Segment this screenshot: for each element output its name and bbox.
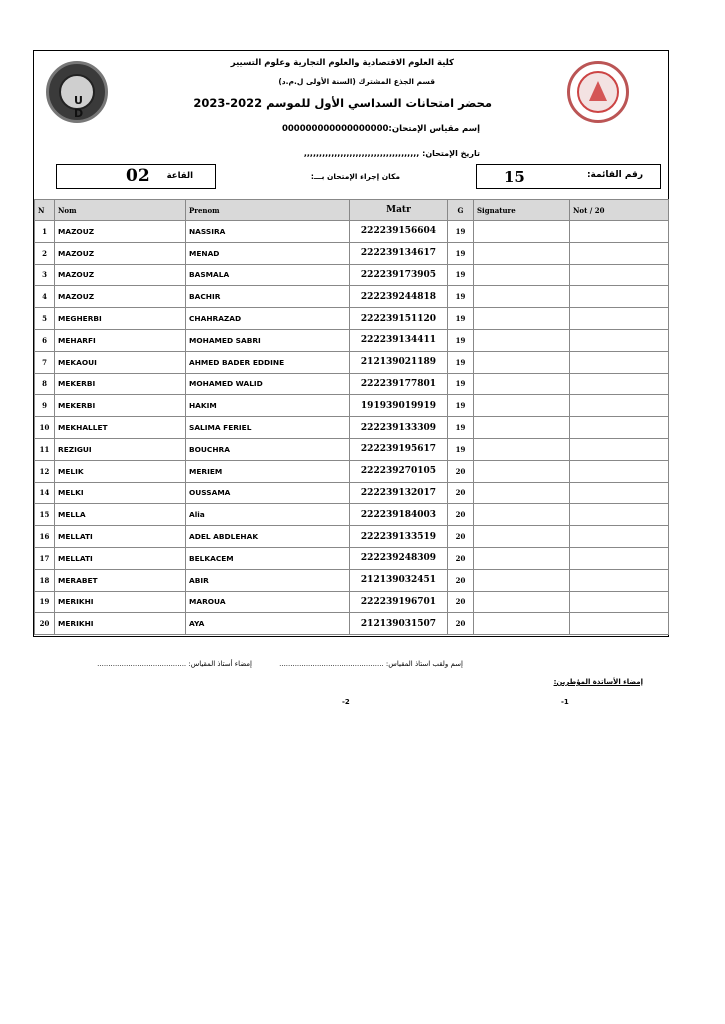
row-note[interactable]: [570, 547, 669, 569]
row-prenom: CHAHRAZAD: [186, 308, 350, 330]
table-row: [35, 242, 669, 264]
table-row: [35, 417, 669, 439]
row-number: 5: [35, 308, 55, 330]
row-group: 20: [448, 613, 474, 635]
row-matricule: 222239132017: [350, 482, 448, 504]
row-signature[interactable]: [474, 351, 570, 373]
supervisor-sig-2: -2: [342, 698, 350, 706]
row-nom: MEKERBI: [55, 395, 186, 417]
table-row: [35, 351, 669, 373]
col-n: N: [35, 200, 55, 221]
row-group: 19: [448, 286, 474, 308]
row-nom: MEKERBI: [55, 373, 186, 395]
row-group: 19: [448, 395, 474, 417]
row-note[interactable]: [570, 526, 669, 548]
row-group: 19: [448, 242, 474, 264]
row-signature[interactable]: [474, 504, 570, 526]
row-number: 3: [35, 264, 55, 286]
row-matricule: 222239173905: [350, 264, 448, 286]
table-row: [35, 221, 669, 243]
row-group: 20: [448, 569, 474, 591]
row-signature[interactable]: [474, 547, 570, 569]
row-nom: MELIK: [55, 460, 186, 482]
row-nom: MAZOUZ: [55, 286, 186, 308]
table-row: [35, 329, 669, 351]
faculty-logo: [567, 61, 629, 123]
row-group: 19: [448, 264, 474, 286]
row-number: 11: [35, 438, 55, 460]
row-prenom: MENAD: [186, 242, 350, 264]
row-signature[interactable]: [474, 373, 570, 395]
row-group: 20: [448, 504, 474, 526]
row-signature[interactable]: [474, 569, 570, 591]
row-prenom: Alia: [186, 504, 350, 526]
row-nom: MELLATI: [55, 547, 186, 569]
row-signature[interactable]: [474, 438, 570, 460]
row-signature[interactable]: [474, 526, 570, 548]
table-row: [35, 373, 669, 395]
row-prenom: BACHIR: [186, 286, 350, 308]
row-note[interactable]: [570, 221, 669, 243]
row-prenom: MAROUA: [186, 591, 350, 613]
row-nom: MELLA: [55, 504, 186, 526]
row-signature[interactable]: [474, 308, 570, 330]
row-number: 15: [35, 504, 55, 526]
col-prenom: Prenom: [186, 200, 350, 221]
row-signature[interactable]: [474, 242, 570, 264]
table-row: [35, 504, 669, 526]
row-prenom: MOHAMED WALID: [186, 373, 350, 395]
table-row: [35, 569, 669, 591]
row-prenom: MOHAMED SABRI: [186, 329, 350, 351]
row-group: 19: [448, 351, 474, 373]
row-prenom: BOUCHRA: [186, 438, 350, 460]
row-nom: MAZOUZ: [55, 264, 186, 286]
row-matricule: 222239184003: [350, 504, 448, 526]
room-label: القاعة: [166, 171, 193, 181]
row-note[interactable]: [570, 395, 669, 417]
row-nom: MELKI: [55, 482, 186, 504]
row-prenom: ADEL ABDLEHAK: [186, 526, 350, 548]
row-signature[interactable]: [474, 591, 570, 613]
row-matricule: 222239195617: [350, 438, 448, 460]
row-number: 1: [35, 221, 55, 243]
row-nom: MAZOUZ: [55, 221, 186, 243]
col-nom: Nom: [55, 200, 186, 221]
row-group: 19: [448, 221, 474, 243]
row-matricule: 222239248309: [350, 547, 448, 569]
table-row: [35, 438, 669, 460]
row-group: 19: [448, 308, 474, 330]
row-nom: MEGHERBI: [55, 308, 186, 330]
university-logo-text: U D: [74, 94, 84, 120]
row-signature[interactable]: [474, 395, 570, 417]
table-row: [35, 460, 669, 482]
row-note[interactable]: [570, 417, 669, 439]
row-number: 17: [35, 547, 55, 569]
row-number: 20: [35, 613, 55, 635]
professor-signature-field: إمضاء أستاذ المقياس: ........................................: [97, 660, 252, 668]
professor-name-field: إسم ولقب استاذ المقياس: ...............................................: [279, 660, 463, 668]
row-note[interactable]: [570, 351, 669, 373]
row-matricule: 222239133519: [350, 526, 448, 548]
row-prenom: AYA: [186, 613, 350, 635]
row-signature[interactable]: [474, 417, 570, 439]
document-frame: [33, 50, 669, 637]
row-note[interactable]: [570, 242, 669, 264]
row-note[interactable]: [570, 264, 669, 286]
row-nom: MEHARFI: [55, 329, 186, 351]
row-nom: MERABET: [55, 569, 186, 591]
row-number: 6: [35, 329, 55, 351]
row-number: 19: [35, 591, 55, 613]
table-row: [35, 395, 669, 417]
row-signature[interactable]: [474, 460, 570, 482]
row-number: 12: [35, 460, 55, 482]
row-nom: MEKHALLET: [55, 417, 186, 439]
row-note[interactable]: [570, 438, 669, 460]
row-nom: MAZOUZ: [55, 242, 186, 264]
row-number: 16: [35, 526, 55, 548]
row-group: 20: [448, 591, 474, 613]
row-signature[interactable]: [474, 329, 570, 351]
table-row: [35, 286, 669, 308]
table-row: [35, 482, 669, 504]
row-group: 20: [448, 526, 474, 548]
col-g: G: [448, 200, 474, 221]
exam-date-label: تاريخ الإمتحان: ,,,,,,,,,,,,,,,,,,,,,,,,,,,,,,,,,,,,,,: [303, 149, 480, 158]
exam-location-label: مكان إجراء الإمتحان بـــ:: [310, 172, 400, 181]
row-prenom: BELKACEM: [186, 547, 350, 569]
room-number: 02: [126, 166, 150, 186]
row-nom: REZIGUI: [55, 438, 186, 460]
row-matricule: 222239270105: [350, 460, 448, 482]
row-group: 19: [448, 329, 474, 351]
row-nom: MEKAOUI: [55, 351, 186, 373]
row-prenom: NASSIRA: [186, 221, 350, 243]
row-note[interactable]: [570, 308, 669, 330]
row-matricule: 222239156604: [350, 221, 448, 243]
row-prenom: SALIMA FERIEL: [186, 417, 350, 439]
table-header-row: [35, 200, 669, 221]
row-group: 19: [448, 438, 474, 460]
row-signature[interactable]: [474, 286, 570, 308]
row-signature[interactable]: [474, 482, 570, 504]
row-matricule: 212139021189: [350, 351, 448, 373]
row-note[interactable]: [570, 504, 669, 526]
row-group: 20: [448, 547, 474, 569]
table-row: [35, 613, 669, 635]
row-note[interactable]: [570, 591, 669, 613]
row-note[interactable]: [570, 329, 669, 351]
row-matricule: 222239244818: [350, 286, 448, 308]
row-matricule: 222239151120: [350, 308, 448, 330]
row-note[interactable]: [570, 613, 669, 635]
row-group: 20: [448, 460, 474, 482]
subject-label: إسم مقياس الإمتحان:000000000000000000: [281, 124, 480, 134]
row-number: 2: [35, 242, 55, 264]
row-group: 19: [448, 417, 474, 439]
table-body: [35, 221, 669, 635]
col-signature: Signature: [474, 200, 570, 221]
row-nom: MERIKHI: [55, 591, 186, 613]
exam-title: محضر امتحانات السداسي الأول للموسم 2022-2023: [193, 96, 492, 110]
row-matricule: 212139031507: [350, 613, 448, 635]
row-note[interactable]: [570, 460, 669, 482]
row-note[interactable]: [570, 373, 669, 395]
row-number: 7: [35, 351, 55, 373]
row-signature[interactable]: [474, 264, 570, 286]
row-matricule: 212139032451: [350, 569, 448, 591]
university-logo: [46, 61, 108, 123]
faculty-name: كلية العلوم الاقتصادية والعلوم التجارية وعلوم التسيير: [230, 58, 454, 68]
row-group: 20: [448, 482, 474, 504]
supervisor-sig-1: -1: [561, 698, 569, 706]
students-table: [34, 199, 669, 635]
department-name: قسم الجذع المشترك (السنة الأولى ل.م.د): [278, 77, 435, 86]
row-note[interactable]: [570, 569, 669, 591]
row-matricule: 222239134411: [350, 329, 448, 351]
row-nom: MERIKHI: [55, 613, 186, 635]
row-matricule: 191939019919: [350, 395, 448, 417]
row-matricule: 222239196701: [350, 591, 448, 613]
list-number: 15: [504, 168, 525, 186]
row-prenom: AHMED BADER EDDINE: [186, 351, 350, 373]
row-nom: MELLATI: [55, 526, 186, 548]
row-matricule: 222239134617: [350, 242, 448, 264]
col-matr: Matr: [350, 200, 448, 221]
table-row: [35, 547, 669, 569]
row-number: 4: [35, 286, 55, 308]
table-row: [35, 526, 669, 548]
table-row: [35, 264, 669, 286]
row-note[interactable]: [570, 286, 669, 308]
table-row: [35, 308, 669, 330]
table-row: [35, 591, 669, 613]
list-number-label: رقم القائمة:: [586, 170, 643, 180]
row-matricule: 222239133309: [350, 417, 448, 439]
row-prenom: OUSSAMA: [186, 482, 350, 504]
row-number: 10: [35, 417, 55, 439]
supervisors-signature-label: إمضاء الأساتذة المؤطرين:: [553, 678, 643, 686]
row-signature[interactable]: [474, 221, 570, 243]
col-note: Not / 20: [570, 200, 669, 221]
row-prenom: ABIR: [186, 569, 350, 591]
row-prenom: BASMALA: [186, 264, 350, 286]
row-signature[interactable]: [474, 613, 570, 635]
row-number: 14: [35, 482, 55, 504]
row-number: 9: [35, 395, 55, 417]
row-number: 18: [35, 569, 55, 591]
row-matricule: 222239177801: [350, 373, 448, 395]
row-number: 8: [35, 373, 55, 395]
row-prenom: HAKIM: [186, 395, 350, 417]
row-note[interactable]: [570, 482, 669, 504]
row-prenom: MERIEM: [186, 460, 350, 482]
row-group: 19: [448, 373, 474, 395]
